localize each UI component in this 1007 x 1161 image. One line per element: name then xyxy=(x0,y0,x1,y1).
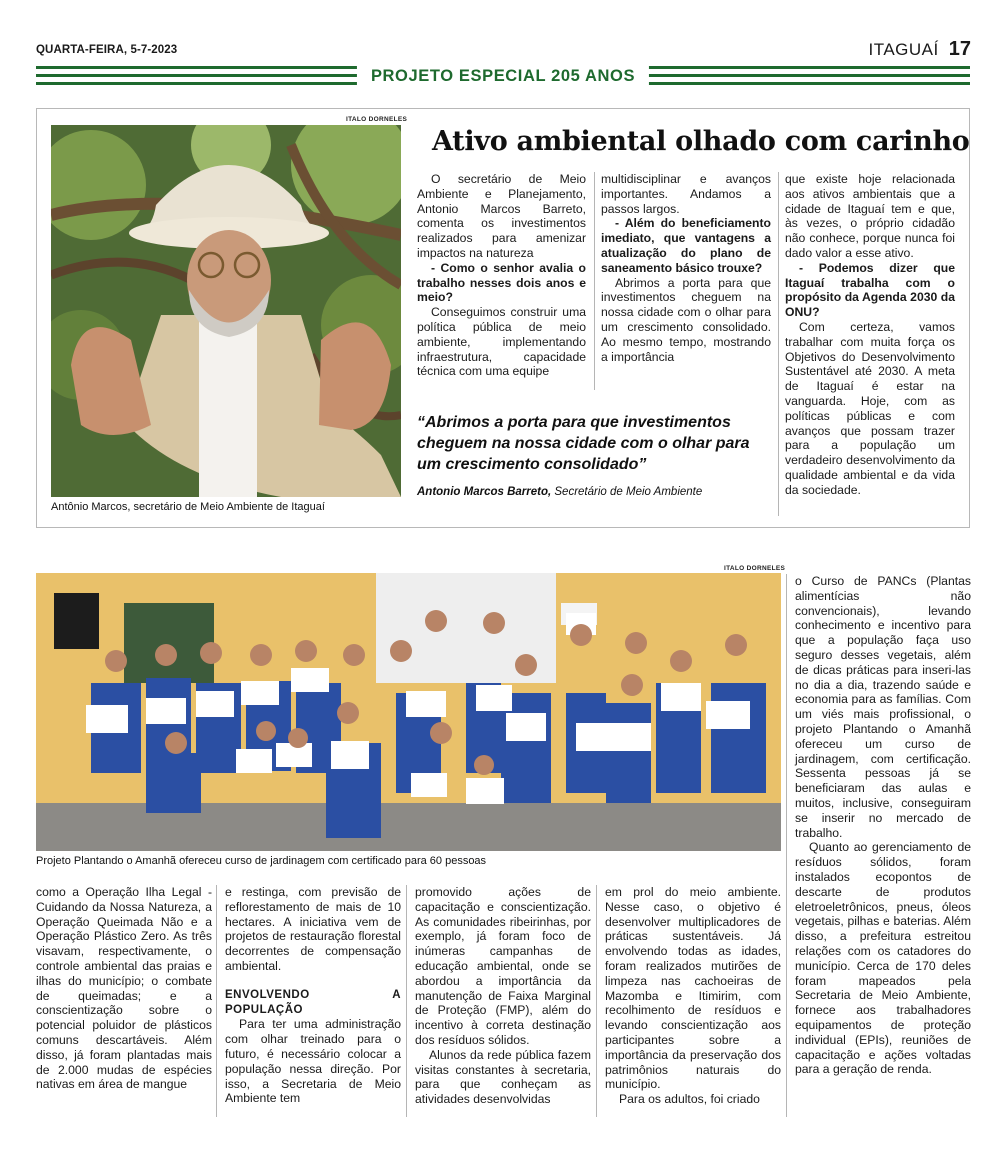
subheading-envolvendo: ENVOLVENDO A POPULAÇÃO xyxy=(225,988,401,1016)
article-paragraph: e restinga, com previsão de reflorestamento de mais de 10 hectares. A iniciativa vem de projetos de restauração florestal decorrentes de compensação ambiental. xyxy=(225,885,401,973)
interview-answer-1-continued: multidisciplinar e avanços importantes. Andamos a passos largos. xyxy=(601,172,771,216)
interview-answer-2: Abrimos a porta para que investimentos cheguem na nossa cidade com o olhar para um crescimento consolidado. Ao mesmo tempo, mostrando a importância xyxy=(601,275,771,364)
article-column-5 xyxy=(795,574,971,1077)
city-name: ITAGUAÍ xyxy=(868,40,939,59)
article-column-4 xyxy=(605,885,781,1107)
interview-question-3: - Podemos dizer que Itaguaí trabalha com o propósito da Agenda 2030 da ONU? xyxy=(785,260,955,320)
interview-answer-2-continued: que existe hoje relacionada aos ativos ambientais que a cidade de Itaguaí tem e que, às vezes, o próprio cidadão não conhece, porque nunca foi dado valor a esse ativo. xyxy=(785,172,955,260)
group-photo xyxy=(36,573,781,851)
article-paragraph: em prol do meio ambiente. Nesse caso, o objetivo é desenvolver multiplicadores de práticas sustentáveis. Já envolvendo todas as idades, foram realizados mutirões de limpeza nas cachoeiras de Mazomba e Itimirim, com recolhimento de resíduos e levando conscientização aos participantes sobre a importância da preservação dos patrimônios naturais do município. xyxy=(605,885,781,1092)
interview-intro: O secretário de Meio Ambiente e Planejamento, Antonio Marcos Barreto, comenta os investimentos realizados para amenizar impactos na natureza xyxy=(417,172,586,260)
photo-credit: ITALO DORNELES xyxy=(346,116,408,123)
column-divider xyxy=(594,172,595,390)
article-paragraph: como a Operação Ilha Legal - Cuidando da Nossa Natureza, a Operação Queimada Não e a Operação Plástico Zero. As três visavam, respectivamente, o controle ambiental das praias e ilhas do município; o combate de queimadas; e a conscientização sobre o potencial poluidor de plásticos comuns descartáveis. Além disso, já foram plantadas mais de 2.000 mudas de espécies nativas em área de mangue xyxy=(36,885,212,1092)
column-divider xyxy=(786,574,787,1117)
column-divider xyxy=(778,172,779,516)
article-column-2 xyxy=(225,885,401,1106)
page-number: 17 xyxy=(948,38,971,60)
quote-author-name: Antonio Marcos Barreto, xyxy=(417,486,552,498)
article-paragraph: o Curso de PANCs (Plantas alimentícias não convencionais), levando conhecimento e incentivo para que a população faça uso seguro desses vegetais, além de dicas práticas para inseri-las no dia a dia, trazendo saúde e economia para as famílias. Com um viés mais profissional, o projeto Plantando o Amanhã ofereceu um curso de jardinagem, com certificação. Sessenta pessoas já se beneficiaram das aulas e muitos, inclusive, conseguiram se inserir no mercado de trabalho. xyxy=(795,574,971,840)
section-band xyxy=(36,64,970,88)
column-divider xyxy=(406,885,407,1117)
interview-column-3 xyxy=(785,172,955,498)
article-paragraph: Alunos da rede pública fazem visitas constantes à secretaria, para que conheçam as atividades desenvolvidas xyxy=(415,1047,591,1107)
article-column-1 xyxy=(36,885,212,1092)
interview-column-1 xyxy=(417,172,586,379)
section-label: PROJETO ESPECIAL 205 ANOS xyxy=(370,66,636,85)
article-paragraph: Para ter uma administração com olhar treinado para o futuro, é necessário colocar a população nessa direção. Por isso, a Secretaria de Meio Ambiente tem xyxy=(225,1017,401,1106)
article-paragraph: Para os adultos, foi criado xyxy=(619,1092,760,1107)
interview-question-2: - Além do beneficiamento imediato, que vantagens a atualização do plano de saneamento básico trouxe? xyxy=(601,216,771,275)
article-paragraph: Quanto ao gerenciamento de resíduos sólidos, foram instalados ecopontos de descarte de produtos eletroeletrônicos, pneus, óleos vegetais, pilhas e baterias. Além disso, a prefeitura estreitou relações com os catadores do município. Cerca de 170 deles foram mapeados pela Secretaria de Meio Ambiente, fornece aos trabalhadores equipamentos de proteção individual (EPIs), reuniões de capacitação e ações voltadas para a geração de renda. xyxy=(795,840,971,1077)
pull-quote: “Abrimos a porta para que investimentos cheguem na nossa cidade com o olhar para um crescimento consolidado” xyxy=(417,414,750,473)
pull-quote-author xyxy=(417,486,769,498)
group-photo-caption: Projeto Plantando o Amanhã ofereceu curso de jardinagem com certificado para 60 pessoas xyxy=(36,855,487,867)
portrait-photo xyxy=(51,125,401,497)
column-divider xyxy=(596,885,597,1117)
interview-answer-3: Com certeza, vamos trabalhar com muita força os Objetivos do Desenvolvimento Sustentável até 2030. A meta de Itaguaí é estar na vanguarda. Hoje, com as políticas públicas e com avanços que possam trazer para a população um verdadeiro desenvolvimento da qualidade ambiental e da vida da sociedade. xyxy=(785,319,955,497)
article-headline: Ativo ambiental olhado com carinho xyxy=(432,126,970,157)
interview-column-2 xyxy=(601,172,771,364)
article-paragraph: promovido ações de capacitação e conscientização. As comunidades ribeirinhas, por exemplo, já foram foco de inúmeras campanhas de educação ambiental, onde se abordou a importância da manutenção de Faixa Marginal de Proteção (FMP), além do incentivo à correta destinação dos resíduos sólidos. xyxy=(415,885,591,1047)
interview-answer-1: Conseguimos construir uma política pública de meio ambiente, implementando infraestrutura, capacidade técnica com uma equipe xyxy=(417,305,586,379)
portrait-caption: Antônio Marcos, secretário de Meio Ambiente de Itaguaí xyxy=(51,501,325,513)
photo-credit: ITALO DORNELES xyxy=(724,565,786,572)
edition-date: QUARTA-FEIRA, 5-7-2023 xyxy=(36,44,178,56)
article-column-3 xyxy=(415,885,591,1107)
page-header-right xyxy=(869,38,972,61)
column-divider xyxy=(216,885,217,1117)
interview-question-1: - Como o senhor avalia o trabalho nesses dois anos e meio? xyxy=(417,260,586,305)
quote-author-role: Secretário de Meio Ambiente xyxy=(554,486,703,498)
